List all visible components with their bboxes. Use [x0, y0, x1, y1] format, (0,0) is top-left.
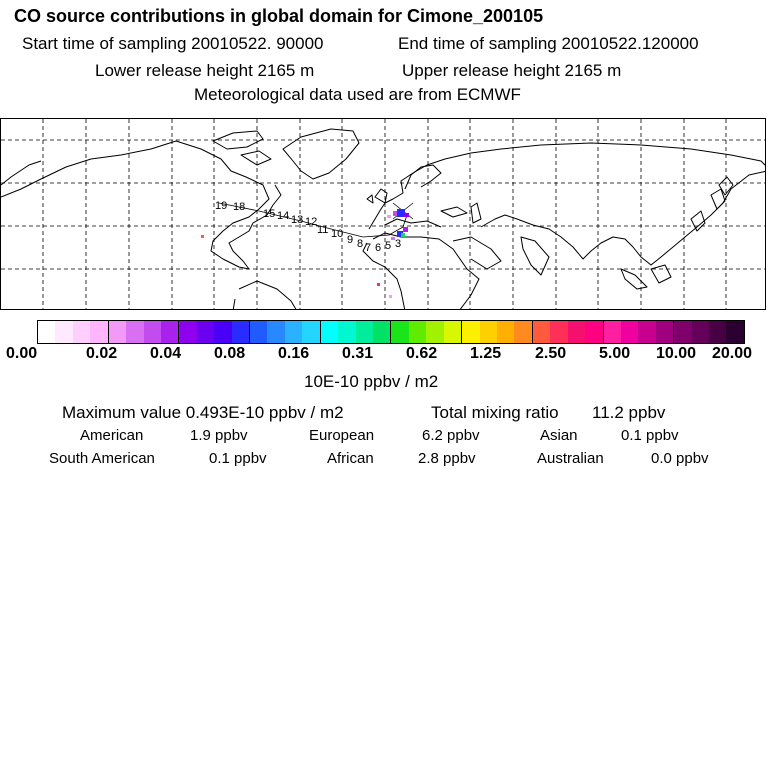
colorbar-swatch	[497, 321, 514, 343]
trajectory-labels	[215, 200, 401, 254]
colorbar-swatch	[462, 321, 479, 343]
colorbar-swatch	[604, 321, 621, 343]
region-value-asian: 0.1 ppbv	[621, 427, 679, 444]
colorbar-swatch	[444, 321, 462, 343]
colorbar-tick: 0.00	[6, 345, 38, 362]
lower-release-height: Lower release height 2165 m	[95, 61, 315, 80]
british-isles-coast	[367, 189, 387, 203]
map-canvas	[1, 119, 766, 310]
south-america-coast	[233, 281, 297, 310]
plot-title: CO source contributions in global domain for Cimone_200105	[14, 6, 544, 26]
max-value: Maximum value 0.493E-10 ppbv / m2	[62, 403, 344, 422]
colorbar-swatch	[709, 321, 726, 343]
colorbar	[37, 320, 745, 344]
colorbar-swatch	[426, 321, 443, 343]
colorbar-swatch	[480, 321, 497, 343]
colorbar-swatch	[621, 321, 638, 343]
colorbar-swatch	[90, 321, 108, 343]
trajectory-label: 9	[347, 234, 354, 246]
trajectory-label: 6	[375, 242, 382, 254]
colorbar-swatch	[585, 321, 603, 343]
region-name-european: European	[309, 427, 375, 444]
region-name-african: African	[327, 450, 374, 467]
end-time: End time of sampling 20010522.120000	[398, 34, 699, 53]
colorbar-swatch	[285, 321, 302, 343]
colorbar-swatch	[73, 321, 90, 343]
colorbar-swatch	[214, 321, 231, 343]
alaska-coast	[1, 161, 41, 185]
colorbar-tick: 0.08	[214, 345, 246, 362]
colorbar-swatch	[514, 321, 532, 343]
colorbar-tick: 0.04	[150, 345, 182, 362]
region-name-south-american: South American	[49, 450, 155, 467]
colorbar-tick: 2.50	[535, 345, 567, 362]
colorbar-tick: 20.00	[712, 345, 753, 362]
arabia-coast	[453, 237, 501, 269]
region-value-south-american: 0.1 ppbv	[209, 450, 267, 467]
lat-lon-grid	[1, 119, 766, 310]
start-time: Start time of sampling 20010522. 90000	[22, 34, 324, 53]
trajectory-label: 13	[291, 214, 304, 226]
colorbar-swatch	[109, 321, 126, 343]
region-name-asian: Asian	[540, 427, 578, 444]
total-mixing-value: 11.2 ppbv	[592, 403, 666, 422]
coastlines	[1, 129, 766, 310]
eurasia-coast	[369, 143, 766, 265]
colorbar-swatch	[250, 321, 267, 343]
colorbar-swatch	[638, 321, 655, 343]
region-name-australian: Australian	[537, 450, 604, 467]
region-name-american: American	[80, 427, 144, 444]
trajectory-label: 18	[233, 201, 246, 213]
trajectory-label: 15	[263, 208, 276, 220]
colorbar-swatch	[179, 321, 196, 343]
colorbar-swatch	[232, 321, 250, 343]
colorbar-tick: 0.16	[278, 345, 310, 362]
colorbar-tick: 0.02	[86, 345, 118, 362]
trajectory-label: 7	[365, 242, 372, 254]
trajectory-label: 12	[305, 216, 318, 228]
region-value-african: 2.8 ppbv	[418, 450, 476, 467]
colorbar-tick: 0.31	[342, 345, 374, 362]
colorbar-swatch	[356, 321, 373, 343]
greenland-coast	[283, 129, 359, 179]
colorbar-swatch	[197, 321, 214, 343]
colorbar-swatch	[38, 321, 55, 343]
region-value-american: 1.9 ppbv	[190, 427, 248, 444]
colorbar-tick: 10.00	[656, 345, 697, 362]
trajectory-label: 11	[317, 224, 329, 236]
india-coast	[521, 237, 549, 275]
trajectory-label: 10	[331, 228, 344, 240]
colorbar-swatch	[533, 321, 550, 343]
trajectory-label: 8	[357, 238, 364, 250]
colorbar-swatch	[302, 321, 320, 343]
colorbar-swatch	[391, 321, 408, 343]
world-map	[0, 118, 766, 310]
colorbar-swatch	[55, 321, 72, 343]
colorbar-swatch	[373, 321, 391, 343]
colorbar-swatch	[338, 321, 355, 343]
se-asia-islands	[621, 189, 725, 289]
colorbar-tick: 1.25	[470, 345, 502, 362]
region-value-australian: 0.0 ppbv	[651, 450, 709, 467]
colorbar-swatch	[568, 321, 585, 343]
met-data-source: Meteorological data used are from ECMWF	[194, 85, 521, 104]
trajectory-label: 5	[385, 240, 392, 252]
region-value-european: 6.2 ppbv	[422, 427, 480, 444]
black-sea-caspian	[441, 203, 481, 223]
colorbar-swatch	[550, 321, 567, 343]
colorbar-swatch	[409, 321, 426, 343]
upper-release-height: Upper release height 2165 m	[402, 61, 622, 80]
trajectory-label: 14	[277, 210, 290, 222]
colorbar-swatch	[656, 321, 674, 343]
colorbar-swatch	[692, 321, 709, 343]
colorbar-tick: 5.00	[599, 345, 631, 362]
colorbar-unit: 10E-10 ppbv / m2	[304, 372, 439, 391]
trajectory-label: 19	[215, 200, 228, 212]
colorbar-swatch	[321, 321, 338, 343]
colorbar-swatch	[267, 321, 284, 343]
total-mixing-label: Total mixing ratio	[431, 403, 559, 422]
colorbar-swatch	[144, 321, 161, 343]
trajectory-label: 3	[395, 238, 402, 250]
colorbar-swatch	[674, 321, 691, 343]
colorbar-swatch	[726, 321, 743, 343]
colorbar-swatch	[161, 321, 179, 343]
colorbar-tick: 0.62	[406, 345, 438, 362]
colorbar-swatch	[126, 321, 143, 343]
scandinavia-coast	[405, 165, 441, 189]
